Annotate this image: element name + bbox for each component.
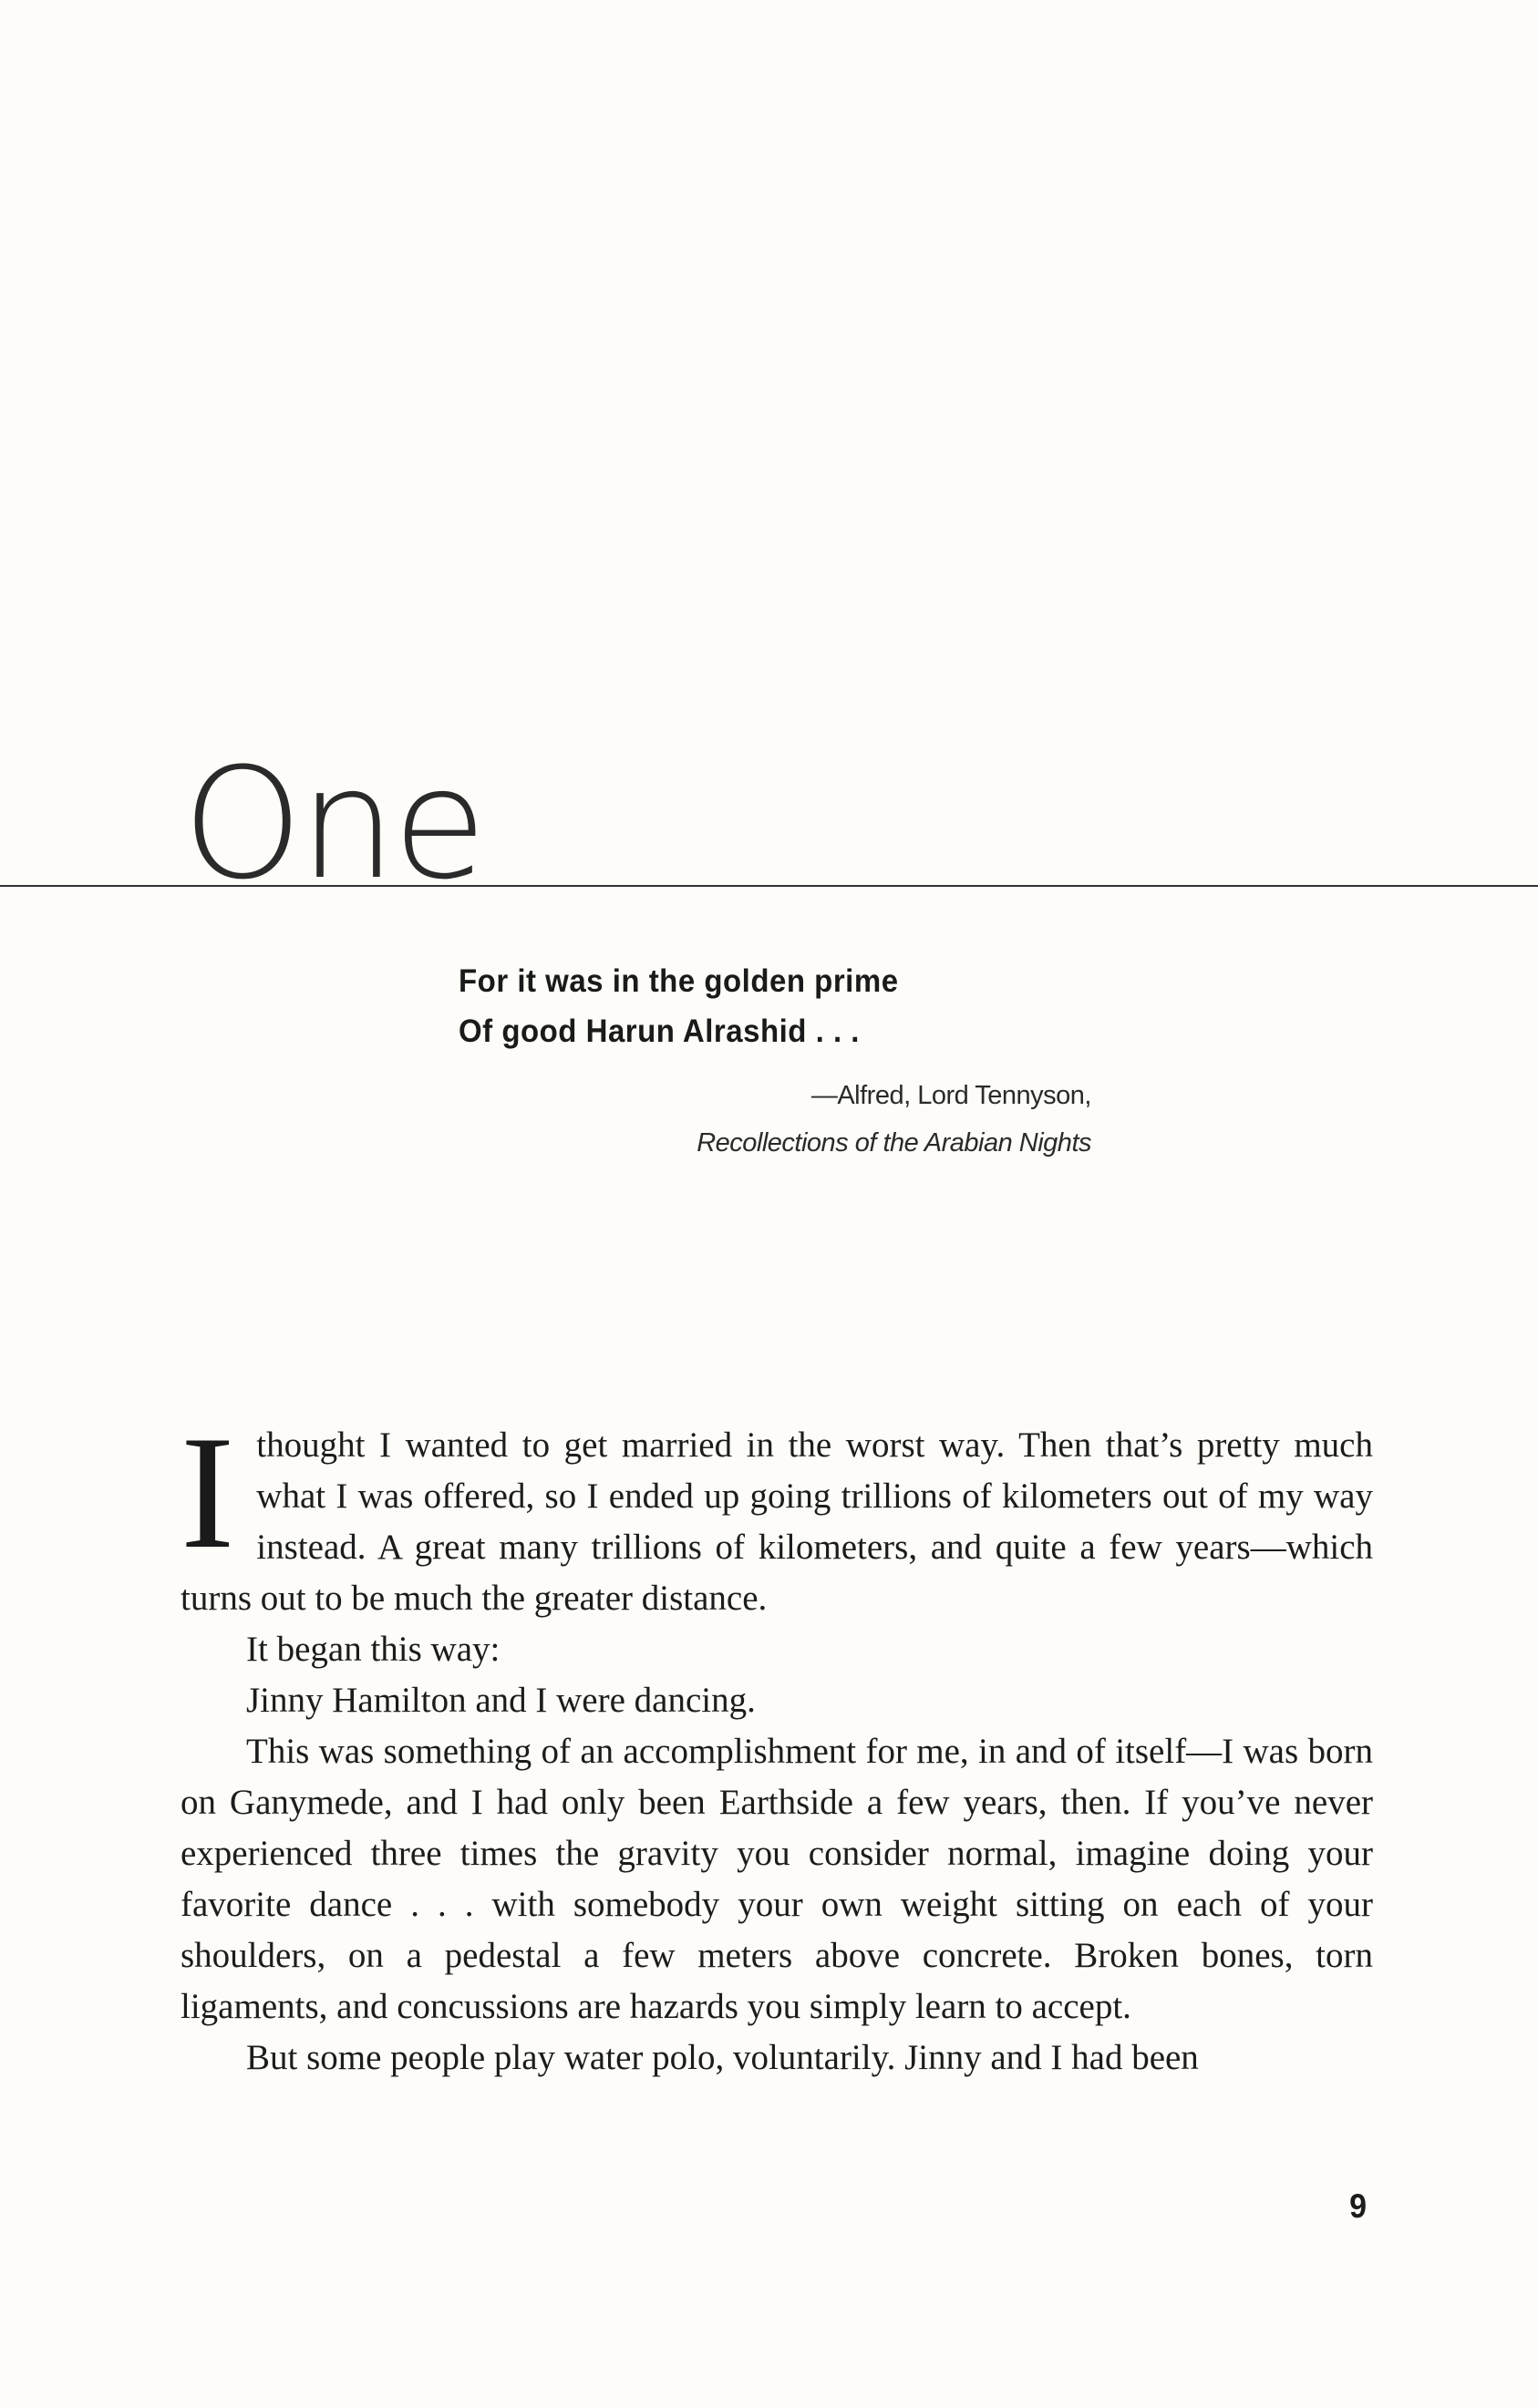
paragraph-text: thought I wanted to get married in the worst way. Then that’s pretty much what I was offered, so I ended up going trillions of kilometers out of my way instead. A great many trillions of kilometers, and quite a few years—which turns out to be much the greater distance. (181, 1425, 1373, 1618)
paragraph (181, 1402, 1373, 1624)
epigraph-line: Of good Harun Alrashid . . . (459, 1012, 860, 1049)
paragraph: But some people play water polo, voluntarily. Jinny and I had been (246, 2038, 1199, 2077)
paragraph: This was something of an accomplishment for me, in and of itself—I was born on Ganymede, and I had only been Earthside a few years, then. If you’ve never experienced three times the gravity you consider normal, imagine doing your favorite dance . . . with somebody your own weight sitting on each of your shoulders, on a pedestal a few meters above concrete. Broken bones, torn ligaments, and concussions are hazards you simply learn to accept. (181, 1732, 1373, 2026)
attribution-author: —Alfred, Lord Tennyson, (810, 1081, 1091, 1110)
paragraph: Jinny Hamilton and I were dancing. (246, 1681, 756, 1720)
body-text (181, 1402, 1373, 2084)
chapter-divider (0, 885, 1538, 887)
epigraph-line: For it was in the golden prime (459, 962, 899, 999)
drop-cap: I (181, 1402, 235, 1582)
epigraph (459, 955, 1097, 1055)
chapter-title: One (182, 735, 484, 913)
paragraph: It began this way: (246, 1630, 501, 1669)
page-number: 9 (1349, 2187, 1367, 2226)
epigraph-attribution (697, 1072, 1091, 1167)
attribution-source: Recollections of the Arabian Nights (697, 1128, 1091, 1158)
